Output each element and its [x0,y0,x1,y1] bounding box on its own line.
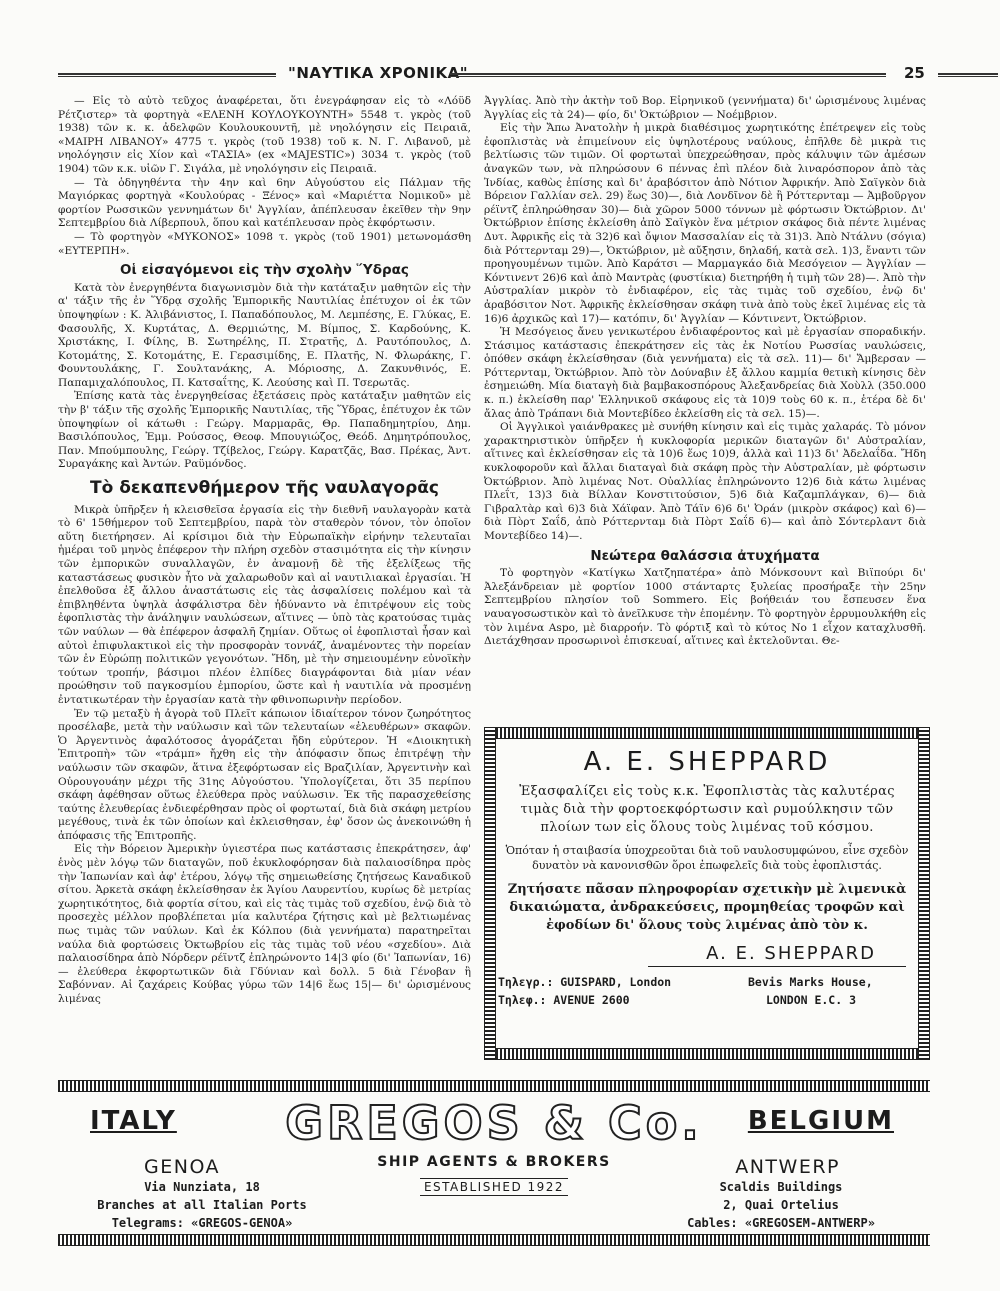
ad-border-bottom [484,1048,930,1060]
article-paragraph: Ἐν τῷ μεταξὺ ἡ ἀγορὰ τοῦ Πλεῖτ κάπωιον ἰδιαίτερον τόνον ζωηρότητος προσέλαβε, μετὰ τὴν ναύλωσιν καὶ τῶν τελευταίων «ἐλευθέρων» σκαφῶν. Ὁ Ἀργεντινὸς ἀφαλότοσος ἀγοράζεται ἤδη εὐρύτερον. Ἡ «Διοικητικὴ Ἐπιτροπὴ» τῶν «τράμπ» ἤχθη εἰς τὴν ἀπόφασιν ὅπως ἐπιτρέψῃ τὴν ναύλωσιν τῶν σκαφῶν, ἅτινα ἐξεφόρτωσαν εἰς Βραζιλίαν, Ἀργεντινὴν καὶ Οὐρουγουάην μέχρι τῆς 31ης Αὐγούστου. Ὑπολογίζεται, ὅτι 35 περίπου σκάφη ἀφέθησαν οὕτως ἐλεύθερα πρὸς ναύλωσιν. Ἐκ τῆς παρασχεθείσης ταύτης ἐλευθερίας ἐνδιεφέρθησαν πρὸς οἱ φορτωταί, διὰ διὰ σκάφη μετρίου μεγέθους, τινὰ ἐκ τῶν ὁποίων καὶ ἐκλεισθησαν, ἐφ' ὅσον ὡς ἀνεκοινώθη ἡ ἀπόφασις τῆς Ἐπιτροπῆς. [58,707,471,842]
sheppard-advertisement [484,727,930,1060]
company-name: A. E. SHEPPARD [583,747,831,777]
telephone-number: Τηλεφ.: AVENUE 2600 [498,993,630,1007]
signature-underline [648,966,906,967]
antwerp-address: 2, Quai Ortelius [723,1198,839,1212]
antwerp-building: Scaldis Buildings [719,1180,843,1194]
article-paragraph: Τὸ φορτηγὸν «Κατίγκω Χατζηπατέρα» ἀπὸ Μόνκσουντ καὶ Βιϊπούρι δι' Ἀλεξάνδρειαν μὲ φορτίον 1000 στάνταρτς ξυλείας προσήραξε τὴν 25ην Σεπτεμβρίου πλησίον τοῦ Sommero. Εἰς βοήθειάν του ἔσπευσεν ἕνα ναυαγοσωστικὸν καὶ τὸ ἀνεῖλκυσε τὴν ἐπομένην. Τὸ φορτηγὸν ἐρρυμουλκήθη εἰς τὸν λιμένα Aspo, μὲ διαρροήν. Τὸ φόρτιξ καὶ τὸ κύτος Νο 1 εἶχον καταχλυσθῆ. Διετάχθησαν προσωρινοὶ ἐπισκευαί, αἵτινες καὶ ἐκτελοῦνται. Θε- [484,567,926,648]
ad-content [72,1096,916,1232]
article-paragraph: — Εἰς τὸ αὐτὸ τεῦχος ἀναφέρεται, ὅτι ἐνεγράφησαν εἰς τὸ «Λόϋδ Ρέτζιστερ» τὰ φορτηγὰ «ΕΛΕΝΗ ΚΟΥΛΟΥΚΟΥΝΤΗ» 5548 τ. γκρὸς (τοῦ 1938) τῶν κ. κ. ἀδελφῶν Κουλουκουντῆ, μὲ νηολόγησιν εἰς Πειραιᾶ, «ΜΑΙΡΗ ΛΙΒΑΝΟΥ» 4775 τ. γκρὸς (τοῦ 1938) τοῦ κ. Ν. Γ. Λιβανοῦ, μὲ νηολόγησιν εἰς Χίον καὶ «ΤΑΣΙΑ» (ex «MAJESTIC») 3034 τ. γκρὸς (τοῦ 1904) τῶν κ.κ. υἱῶν Γ. Σιγάλα, μὲ νηολόγησιν εἰς Πειραιᾶ. [58,95,471,175]
article-paragraph: Ἐπίσης κατὰ τὰς ἐνεργηθείσας ἐξετάσεις πρὸς κατάταξιν μαθητῶν εἰς τὴν β' τάξιν τῆς σχολῆς Ἐμπορικῆς Ναυτιλίας, τῆς Ὕδρας, ἐπέτυχον ἐκ τῶν ὑποψηφίων οἱ κάτωθι : Γεώργ. Μαρμαρᾶς, Θρ. Παπαδημητρίου, Δημ. Βασιλόπουλος, Ἐμμ. Ρούσσος, Θεοφ. Μπουγιώζος, Θεόδ. Δημητρόπουλος, Παν. Μπούμπουλης, Γεώργ. Τζίβελος, Γεώργ. Καρατζᾶς, Βασ. Πρέκας, Ἀντ. Συραγάκης καὶ Ἀντών. Ραϋμόνδος. [58,390,471,471]
heading-freight-market: Τὸ δεκαπενθήμερον τῆς ναυλαγορᾶς [90,478,439,499]
header-rule-middle [450,73,886,77]
telegram-address: Τηλεγρ.: GUISPARD, London [498,975,672,989]
ad-border-left [484,727,496,1060]
article-paragraph: Οἱ Ἀγγλικοὶ γαιάνθρακες μὲ συνήθη κίνησιν καὶ εἰς τιμὰς χαλαράς. Τὸ μόνον χαρακτηριστικὸν ὑπῆρξεν ἡ κυκλοφορία μερικῶν διαταγῶν δι' Αὐστραλίαν, αἵτινες καὶ ἐκλείσθησαν εἰς τὰ 10)6 ἕως 10)9, ἀλλὰ καὶ 11)3 δι' Ἀδελαΐδα. Ἤδη κυκλοφοροῦν καὶ ἄλλαι διαταγαὶ διὰ σκάφη πρὸς τὴν Αὐστραλίαν, μὲ φόρτωσιν Ὀκτώβριον. Ἀπὸ λιμένας Νοτ. Οὐαλλίας ἐπληρώνοντο 12)6 διὰ κάτω λιμένας Πλεΐτ, 13)3 διὰ Βίλλαν Κονστιτούσιον, 5)6 διὰ Καζαμπλάγκαν, 6)— διὰ Γιβραλτὰρ καὶ 6)3 διὰ Χάϊφαν. Ἀπὸ Τάϊν 6)6 δι' Ὀράν (μικρὸν σκάφος) καὶ 6)— διὰ Πὸρτ Σαΐδ, ἀπὸ Ρόττερνταμ διὰ Πὸρτ Σαΐδ 6)— καὶ ἀπὸ Σόντερλαντ διὰ Μοντεβίδεο 14)—. [484,421,926,542]
ad-border-right [918,727,930,1060]
article-paragraph: — Τὸ φορτηγὸν «ΜΥΚΟΝΟΣ» 1098 τ. γκρὸς (τοῦ 1901) μετωνομάσθη «ΕΥΤΕΡΠΗ». [58,230,471,257]
company-subtitle: SHIP AGENTS & BROKERS [377,1154,611,1170]
antwerp-cables: Cables: «GREGOSEM-ANTWERP» [687,1216,875,1230]
ad-text-inquiry: Ζητήσατε πᾶσαν πληροφορίαν σχετικὴν μὲ λιμενικὰ δικαιώματα, ἀνδρακεύσεις, προμηθείας τροφῶν καὶ ἐφοδίων δι' ὅλους τοὺς λιμένας ἀπὸ τὸν κ. [507,882,907,933]
left-column [58,95,471,1007]
page-header [58,64,938,84]
header-rule-right [938,73,998,77]
header-rule-left [58,73,276,77]
established-label: ESTABLISHED 1922 [420,1178,568,1196]
article-paragraph: Ἡ Μεσόγειος ἄνευ γενικωτέρου ἐνδιαφέροντος καὶ μὲ ἐργασίαν σποραδικήν. Στάσιμος κατάστασις ἐπεκράτησεν εἰς τὰς ἐκ Νοτίου Ρωσσίας ναυλώσεις, ὁπόθεν σκάφη ἐκλείσθησαν (διὰ γεννήματα) εἰς τὰ σελ. 11)— δι' Ἄμβερσαν — Ρόττερνταμ, Ὀκτώβριον. Ἀπὸ τὸν Δούναβιν ἐξ ἄλλου καμμία θετικὴ κίνησις δὲν ἐσημειώθη. Μία διαταγὴ διὰ βαμβακοσπόρους Ἀλεξανδρείας διὰ Χοὺλλ (350.000 κ. π.) ἐκλείσθη παρ' Ἑλληνικοῦ σκάφους εἰς τὰ 10)9 τοὺς 60 κ. π., ἑτέρα δὲ δι' ἄλας ἀπὸ Τράπανι διὰ Μοντεβίδεο ἐκλείσθη εἰς τὰ σελ. 15)—. [484,326,926,420]
ad-text-services: Ἐξασφαλίζει εἰς τοὺς κ.κ. Ἐφοπλιστὰς τὰς καλυτέρας τιμὰς διὰ τὴν φορτοεκφόρτωσιν καὶ ρυμούλκησιν τῶν πλοίων των εἰς ὅλους τοὺς λιμένας τοῦ κόσμου. [519,784,895,835]
journal-title: "ΝΑΥΤΙΚΑ ΧΡΟΝΙΚΑ" [288,64,469,82]
article-paragraph: — Τὰ ὁδηγηθέντα τὴν 4ην καὶ 6ην Αὐγούστου εἰς Πάλμαν τῆς Μαγιόρκας φορτηγὰ «Κουλούρας - Ξένος» καὶ «Μαριέττα Νομικοῦ» μὲ φορτίον Ρωσσικῶν γεννημάτων δι' Ἀγγλίαν, ἀπέπλευσαν ἐκεῖθεν τὴν 9ην Σεπτεμβρίου διὰ Λίβερπουλ, ὅπου καὶ κατέπλευσαν πρὸς ἐκφόρτωσιν. [58,176,471,230]
ad-border-bottom [58,1234,930,1246]
ad-content [498,741,916,1046]
country-belgium: BELGIUM [747,1106,894,1136]
city-antwerp: ANTWERP [735,1156,840,1178]
article-paragraph: Ἀγγλίας. Ἀπὸ τὴν ἀκτὴν τοῦ Βορ. Εἰρηνικοῦ (γεννήματα) δι' ὡρισμένους λιμένας Ἀγγλίας εἰς τὰ 24)— φίο, δι' Ὀκτώβριον — Νοέμβριον. [484,95,926,121]
company-name: GREGOS & Co. [285,1096,703,1150]
article-paragraph: Εἰς τὴν Ἄπω Ἀνατολὴν ἡ μικρὰ διαθέσιμος χωρητικότης ἐπέτρεψεν εἰς τοὺς ἐφοπλιστὰς νὰ ἐπιμείνουν εἰς ὑψηλοτέρους ναύλους, ἐπῆλθε δὲ μικρὰ τις βελτίωσις τῶν τιμῶν. Οἱ φορτωταὶ ὑπεχρεώθησαν, πρὸς κάλυψιν τῶν ἀμέσων ἀναγκῶν των, νὰ πληρώσουν 6 πέννας ἐπὶ πλέον διὰ λιναρόσπορον ἀπὸ τὰς Ἰνδίας, καθὼς ἐπίσης καὶ δι' ἀραβόσιτον ἀπὸ Νότιον Ἀφρικήν. Ἀπὸ Σαϊγκὸν διὰ Βόρειον Γαλλίαν σελ. 29) ἕως 30)—, διὰ Λονδῖνον δὲ ἢ Ρόττερνταμ — Ἀμβοῦργον ρέϊντζ ἐπληρώθησαν 30)— διὰ χῶρον 5000 τόννων μὲ φόρτωσιν Ὀκτώβριον. Δι' Ὀκτώβριον ἐπίσης ἐκλείσθη ἀπὸ Σαϊγκὸν ἕνα μέτριον σκάφος διὰ πέντε λιμένας Δυτ. Ἀφρικῆς εἰς τὰ 32)6 καὶ ὄψιον Μασσαλίαν εἰς τὰ 31)3. Ἀπὸ Ντάλνυ (σόγια) διὰ Ρόττερνταμ 29)—, Ὀκτώβριον, μὲ αὔξησιν, δηλαδή, κατὰ σελ. 1)3, ἔναντι τῶν προηγουμένων τιμῶν. Ἀπὸ Καράτσι — Μαρμαγκάο διὰ Μεσόγειον — Ἀγγλίαν — Κόντινεντ 26)6 καὶ ἀπὸ Μαντρὰς (φυστίκια) διετηρήθη ἡ τιμὴ τῶν 28)—. Ἀπὸ τὴν Αὐστραλίαν μικρὸν τὸ ἐνδιαφέρον, εἰς τὰς τιμὰς τοῦ σχεδίου, ἐνῷ δι' ἀραβόσιτον Νοτ. Ἀφρικῆς ἐκλείσθησαν σκάφη τινὰ ἀπὸ τοὺς ἐκεῖ λιμένας εἰς τὰ 16)6 ἀρχικῶς καὶ 17)— κατόπιν, δι' Ἀγγλίαν — Κόντινεντ, Ὀκτώβριον. [484,122,926,325]
ad-text-stevedoring: Ὁπόταν ἡ σταιβασία ὑποχρεοῦται διὰ τοῦ ναυλοσυμφώνου, εἶνε σχεδὸν δυνατὸν νὰ κανονισθῶν ὅροι ἐπωφελεῖς διὰ τοὺς ἐφοπλιστάς. [505,844,909,872]
country-italy: ITALY [90,1106,177,1136]
ad-border-top [58,1080,930,1092]
street-address: Bevis Marks House, [748,975,873,989]
heading-maritime-accidents: Νεώτερα θαλάσσια ἀτυχήματα [590,547,820,564]
article-paragraph: Μικρὰ ὑπῆρξεν ἡ κλεισθεῖσα ἐργασία εἰς τὴν διεθνῆ ναυλαγορὰν κατὰ τὸ 6' 15θήμερον τοῦ Σεπτεμβρίου, παρὰ τὸν σταθερὸν τόνον, τὸν ὁποῖον αὕτη διετήρησεν. Αἱ κρίσιμοι διὰ τὴν Εὐρωπαϊκὴν εἰρήνην τελευταῖαι ἡμέραι τοῦ μηνὸς ἐπέφερον τὴν πλήρη σχεδὸν στασιμότητα εἰς τὴν κίνησιν τῶν ἐμπορικῶν συναλλαγῶν, ἐν ἀναμονῇ δὲ τῆς ἐξελίξεως τῆς καταστάσεως φυσικὸν ἦτο νὰ χαλαρωθοῦν καὶ αἱ ναυτιλιακαὶ ἐργασίαι. Ἡ ἐπελθοῦσα ἐξ ἄλλου ἀναστάτωσις εἰς τὰς ἀσφαλίσεις πολέμου καὶ τὰ ἐπιβληθέντα ὑψηλὰ ἀσφάλιστρα δὲν ἠδύναντο νὰ ἐπιτρέψουν εἰς τοὺς ἐφοπλιστὰς τὴν ἀνάληψιν ναυλώσεων, αἵτινες — ὑπὸ τὰς κρατούσας τιμὰς τῶν ναύλων — θὰ ἐπέφερον ἀσφαλῆ ζημίαν. Οὕτως οἱ ἐφοπλισταὶ ἦσαν καὶ αὐτοὶ ἐπιφυλακτικοὶ εἰς τὴν προσφορὰν τοννάζ, ἀναμένοντες τὴν πορείαν τῶν ἐν Εὐρώπῃ πολιτικῶν γεγονότων. Ἤδη, μὲ τὴν σημειουμένην εὐνοϊκὴν τούτων τροπήν, βάσιμοι πλέον ἐλπίδες διαγράφονται διὰ μίαν νέαν προώθησιν τοῦ παγκοσμίου ἐμπορίου, ὥστε καὶ ἡ ναυτιλία νὰ προσμένῃ ἐντατικωτέραν τὴν ἐργασίαν κατὰ τὴν φθινοπωρινὴν περίοδον. [58,503,471,706]
company-name-signature: A. E. SHEPPARD [706,943,876,964]
article-paragraph: Εἰς τὴν Βόρειον Ἀμερικὴν ὑγιεστέρα πως κατάστασις ἐπεκράτησεν, ἀφ' ἑνὸς μὲν λόγῳ τῶν διαταγῶν, ποῦ ἐκυκλοφόρησαν διὰ παλαιοσίδηρα πρὸς τὴν Ἰαπωνίαν καὶ ἀφ' ἑτέρου, λόγῳ τῆς σημειωθείσης ζητήσεως Καναδικοῦ σίτου. Ἀρκετὰ σκάφη ἐκλείσθησαν ἐκ Ἁγίου Λαυρεντίου, κυρίως δὲ μετρίας χωρητικότητος, διὰ φορτία σίτου, καὶ εἰς τὰς τιμὰς τοῦ σχεδίου, ἐνῷ διὰ τὸ προσεχὲς μέλλον προβλέπεται μία καλυτέρα ζήτησις καὶ μὲ βελτιωμένας πως τιμὰς τῶν ναύλων. Καὶ ἐκ Κόλπου (διὰ γεννήματα) παρατηρεῖται ναύλα διὰ φορτώσεις Ὀκτωβρίου εἰς τὰς τιμὰς τοῦ νέου «σχεδίου». Διὰ παλαιοσίδηρα ἀπὸ Νόρδερν ρέϊντζ ἐπληρώνοντο 14|3 φίο (δι' Ἰαπωνίαν, 16)— ἐλεύθερα ἐκφορτωτικῶν διὰ Γδύνιαν καὶ δολλ. 5 διὰ Γένοβαν ἢ Σαβόνναν. Αἱ ζαχάρεις Κούβας γύρω τῶν 14|6 ἕως 15|— δι' ὡρισμένους λιμένας [58,843,471,1005]
gregos-advertisement [58,1080,930,1246]
city-genoa: GENOA [144,1156,221,1178]
heading-hydra-school: Οἱ εἰσαγόμενοι εἰς τὴν σχολὴν Ὕδρας [120,262,409,279]
right-column [484,95,926,649]
ad-border-top [484,727,930,739]
genoa-branches: Branches at all Italian Ports [97,1198,307,1212]
genoa-address: Via Nunziata, 18 [144,1180,260,1194]
article-paragraph: Κατὰ τὸν ἐνεργηθέντα διαγωνισμὸν διὰ τὴν κατάταξιν μαθητῶν εἰς τὴν α' τάξιν τῆς ἐν Ὕδρᾳ σχολῆς Ἐμπορικῆς Ναυτιλίας ἐπέτυχον οἱ ἐκ τῶν ὑποψηφίων : Κ. Ἀλιβάνιστος, Ι. Παπαδόπουλος, Μ. Λεμπέσης, Ε. Γλύκας, Ε. Φασουλῆς, Χ. Κυρτάτας, Δ. Θερμιώτης, Μ. Βίμπος, Σ. Καρδούνης, Κ. Χριστάκης, Ι. Φίλης, Β. Σωτηρέλης, Π. Στρατῆς, Δ. Ραυτόπουλος, Δ. Κοτομάτης, Σ. Κοτομάτης, Ε. Γερασιμίδης, Ε. Πλατῆς, Ν. Φλωράκης, Γ. Φουντουλάκης, Γ. Σουλτανάκης, Α. Μόριοσης, Δ. Ζακυνθινός, Ε. Παπαμιχαλόπουλος, Π. Κατσαΐτης, Κ. Λεούσης καὶ Π. Τσερωτᾶς. [58,281,471,389]
city-address: LONDON E.C. 3 [766,993,857,1007]
genoa-telegrams: Telegrams: «GREGOS-GENOA» [111,1216,293,1230]
page-number: 25 [904,64,925,82]
